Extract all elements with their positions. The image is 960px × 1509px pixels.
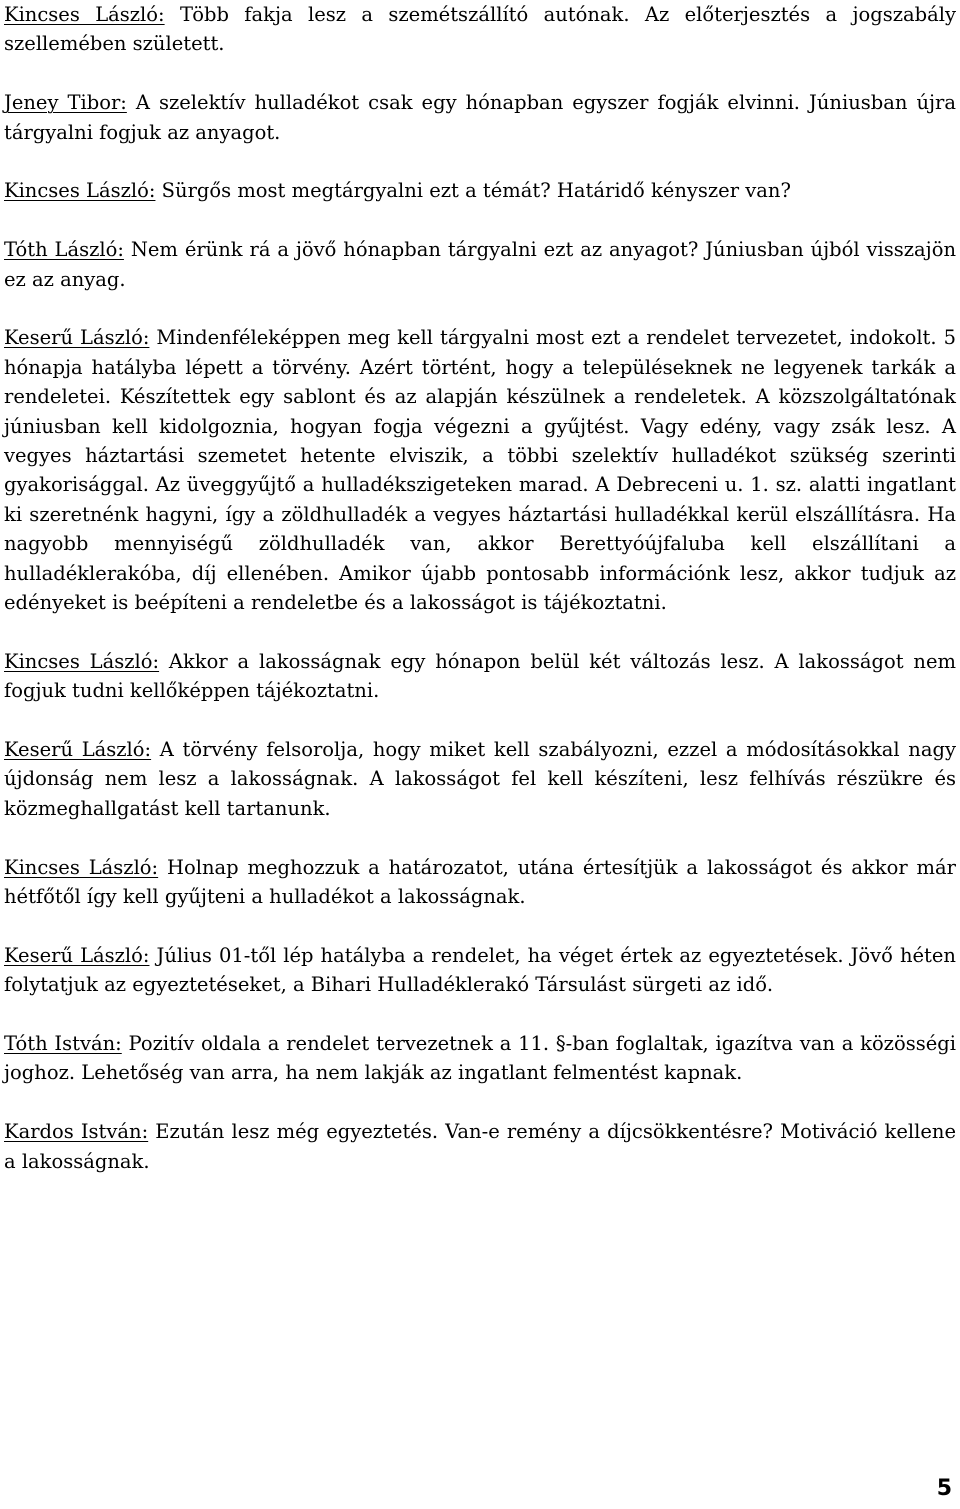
paragraph-text: Ezután lesz még egyeztetés. Van-e remény a díjcsökkentésre? Motiváció kellene a lakosságnak. (4, 1120, 956, 1173)
minutes-paragraph (4, 735, 956, 823)
speaker-name: Keserű László: (4, 738, 152, 762)
minutes-paragraph (4, 176, 956, 205)
paragraph-text: A szelektív hulladékot csak egy hónapban egyszer fogják elvinni. Júniusban újra tárgyalni fogjuk az anyagot. (4, 91, 957, 144)
paragraph-gap (4, 1088, 956, 1117)
speaker-name: Jeney Tibor: (4, 91, 127, 115)
paragraph-text: Mindenféleképpen meg kell tárgyalni most ezt a rendelet tervezetet, indokolt. 5 hónapja hatályba lépett a törvény. Azért történt, hogy a településeknek ne legyenek tarkák a rendeletei. Készítettek egy sablont és az alapján készülnek a rendeletek. A közszolgáltatónak júniusban kell kidolgoznia, hogyan fogja végezni a gyűjtést. Vagy edény, vagy zsák lesz. A vegyes háztartási szemetet hetente elviszik, a többi szelektív hulladékot szükség szerinti gyakorisággal. Az üveggyűjtő a hulladékszigeteken marad. A Debreceni u. 1. sz. alatti ingatlant ki szeretnénk hagyni, így a zöldhulladék a vegyes háztartási hulladékkal kerül elszállításra. Ha nagyobb mennyiségű zöldhulladék van, akkor Berettyóújfaluba kell elszállítani a hulladéklerakóba, díj ellenében. Amikor újabb pontosabb információnk lesz, akkor tudjuk az edényeket is beépíteni a rendeletbe és a lakosságot is tájékoztatni. (4, 326, 956, 615)
paragraph-gap (4, 1000, 956, 1029)
speaker-name: Kincses László: (4, 3, 165, 26)
paragraph-text: Július 01-től lép hatályba a rendelet, ha véget értek az egyeztetések. Jövő héten folytatjuk az egyeztetéseket, a Bihari Hulladéklerakó Társulást sürgeti az idő. (4, 943, 956, 997)
paragraph-gap (4, 294, 956, 323)
minutes-paragraph (4, 853, 956, 912)
document-body (4, 0, 956, 1176)
paragraph-text: A törvény felsorolja, hogy miket kell szabályozni, ezzel a módosításokkal nagy újdonság nem lesz a lakosságnak. A lakosságot fel kell készíteni, lesz felhívás részükre és közmeghallgatást kell tartanunk. (4, 738, 956, 820)
speaker-name: Kincses László: (4, 855, 159, 879)
minutes-paragraph (4, 235, 956, 294)
minutes-paragraph (4, 941, 956, 1000)
minutes-paragraph (4, 323, 956, 617)
paragraph-gap (4, 823, 956, 852)
paragraph-text: Több fakja lesz a szemétszállító autónak. Az előterjesztés a jogszabály szellemében született. (4, 3, 956, 56)
paragraph-gap (4, 59, 956, 88)
minutes-paragraph (4, 0, 956, 59)
minutes-paragraph (4, 1029, 956, 1088)
paragraph-text: Holnap meghozzuk a határozatot, utána értesítjük a lakosságot és akkor már hétfőtől így kell gyűjteni a hulladékot a lakosságnak. (4, 855, 956, 909)
paragraph-gap (4, 206, 956, 235)
page-number: 5 (936, 1476, 952, 1501)
paragraph-text: Sürgős most megtárgyalni ezt a témát? Határidő kényszer van? (155, 179, 791, 203)
paragraph-gap (4, 617, 956, 646)
minutes-paragraph (4, 88, 956, 147)
speaker-name: Kardos István: (4, 1120, 149, 1144)
speaker-name: Keserű László: (4, 943, 150, 967)
speaker-name: Kincses László: (4, 179, 156, 203)
paragraph-gap (4, 706, 956, 735)
minutes-paragraph (4, 1117, 956, 1176)
paragraph-gap (4, 911, 956, 940)
paragraph-text: Akkor a lakosságnak egy hónapon belül két változás lesz. A lakosságot nem fogjuk tudni kellőképpen tájékoztatni. (4, 649, 956, 703)
speaker-name: Keserű László: (4, 326, 150, 350)
speaker-name: Tóth László: (4, 238, 124, 262)
paragraph-text: Pozitív oldala a rendelet tervezetnek a 11. §-ban foglaltak, igazítva van a közösségi joghoz. Lehetőség van arra, ha nem lakják az ingatlant felmentést kapnak. (4, 1032, 956, 1085)
paragraph-text: Nem érünk rá a jövő hónapban tárgyalni ezt az anyagot? Júniusban újból visszajön ez az anyag. (4, 238, 957, 291)
speaker-name: Kincses László: (4, 649, 160, 673)
minutes-paragraph (4, 647, 956, 706)
speaker-name: Tóth István: (4, 1032, 122, 1056)
paragraph-gap (4, 147, 956, 176)
